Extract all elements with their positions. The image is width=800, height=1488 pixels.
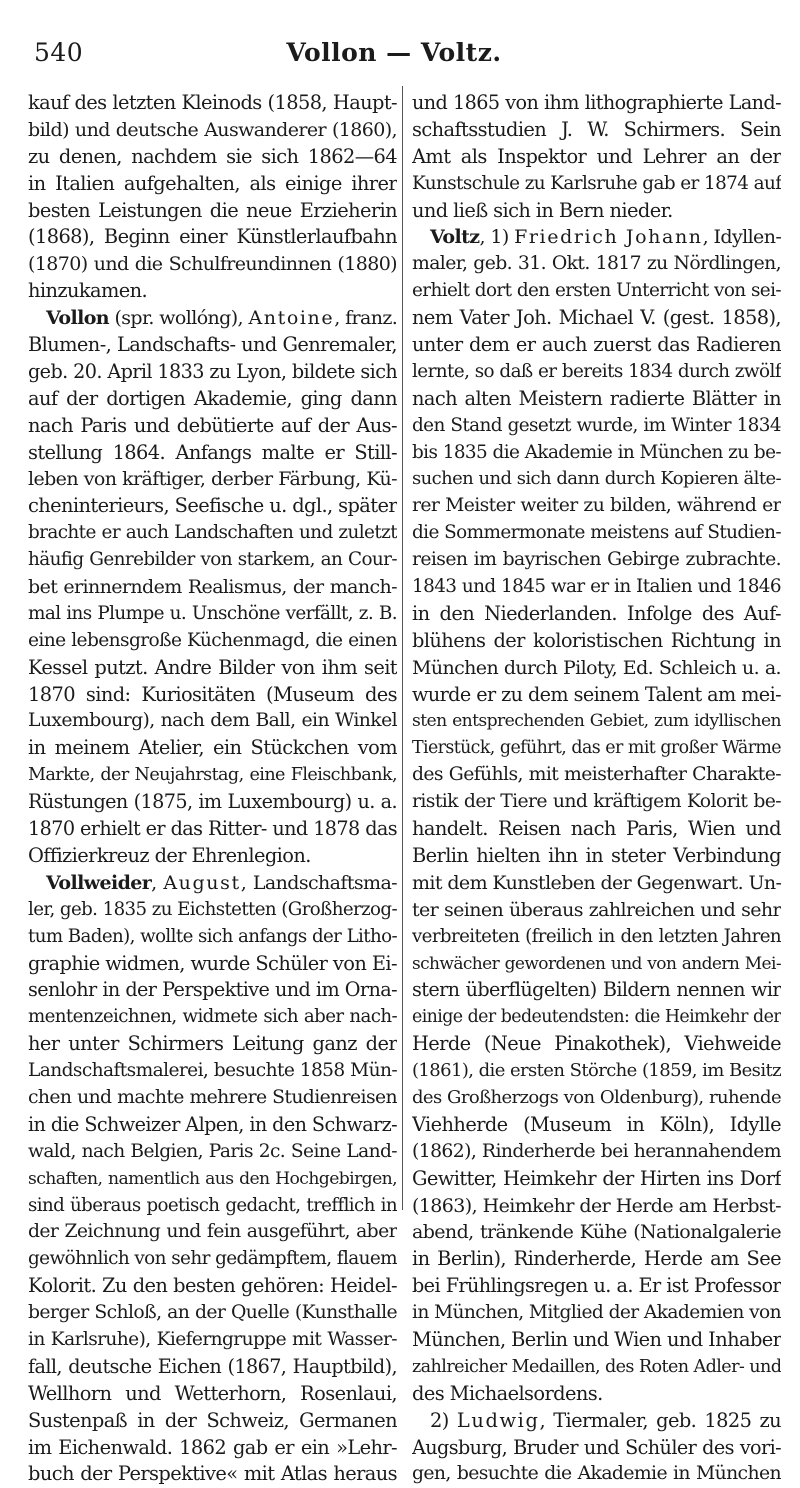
text-segment: 1870 erhielt er das Ritter- und 1878 das <box>28 817 397 841</box>
text-line <box>28 1219 397 1246</box>
text-line <box>412 1219 781 1246</box>
text-line <box>412 977 781 1004</box>
text-line <box>28 413 397 440</box>
text-line <box>28 951 397 978</box>
text-line <box>28 547 397 574</box>
text-line <box>28 1435 397 1462</box>
text-segment: kauf des letzten Kleinods (1858, Haupt- <box>28 91 397 114</box>
text-segment: chen und machte mehrere Studienreisen <box>28 1086 397 1108</box>
text-line <box>28 789 397 816</box>
text-line <box>28 1327 397 1354</box>
text-line <box>28 386 397 413</box>
text-segment: in Karlsruhe), Kieferngruppe mit Wasser- <box>28 1328 397 1350</box>
text-line <box>412 171 781 198</box>
text-segment: nach alten Meistern radierte Blätter in <box>412 386 781 410</box>
text-segment: auf der dortigen Akademie, ging dann <box>28 386 397 410</box>
text-line <box>28 1085 397 1112</box>
text-line <box>28 1273 397 1300</box>
text-line <box>28 117 397 144</box>
text-line <box>412 870 781 897</box>
text-segment: Rüstungen (1875, im Luxembourg) u. a. <box>28 790 397 814</box>
text-line <box>412 251 781 278</box>
text-line <box>412 1273 781 1300</box>
text-line <box>412 493 781 520</box>
text-segment: maler, geb. 31. Okt. 1817 zu Nördlingen, <box>412 253 781 275</box>
text-line <box>412 628 781 655</box>
text-line <box>412 1435 781 1462</box>
text-segment: rer Meister weiter zu bilden, während er <box>412 495 781 517</box>
text-line <box>28 1408 397 1435</box>
entry-headword: Voltz <box>430 226 480 249</box>
text-segment: ler, geb. 1835 zu Eichstetten (Großherzog- <box>28 898 397 920</box>
text-segment: stern überflügelten) Bildern nennen wir <box>412 978 781 1002</box>
text-line <box>28 90 397 117</box>
text-segment: ristik der Tiere und kräftigem Kolorit be- <box>412 791 781 813</box>
text-segment: (1868), Beginn einer Künstlerlaufbahn <box>28 225 397 249</box>
text-segment: einige der bedeutendsten: die Heimkehr der <box>412 1007 781 1028</box>
text-line <box>412 816 781 843</box>
text-line <box>412 1327 781 1354</box>
text-line <box>412 305 781 332</box>
text-segment: München durch Piloty, Ed. Schleich u. a. <box>412 656 781 679</box>
text-line <box>28 735 397 762</box>
text-segment: ter seinen überaus zahlreichen und sehr <box>412 898 781 921</box>
text-segment: nem Vater Joh. Michael V. (gest. 1858), <box>412 306 781 330</box>
text-segment: zu denen, nachdem sie sich 1862—64 <box>28 144 397 168</box>
text-line <box>412 924 781 951</box>
text-line <box>412 278 781 305</box>
text-line <box>412 90 781 117</box>
text-segment: , Tiermaler, geb. 1825 zu <box>539 1408 781 1432</box>
text-segment: , franz. <box>334 307 397 330</box>
text-line <box>412 386 781 413</box>
text-segment: und 1865 von ihm lithographierte Land- <box>412 91 781 114</box>
text-segment: hinzukamen. <box>28 279 148 303</box>
text-segment: im Eichenwald. 1862 gab er ein »Lehr- <box>28 1435 397 1459</box>
text-line <box>28 359 397 386</box>
text-segment: und ließ sich in Bern nieder. <box>412 198 673 222</box>
text-line <box>28 1300 397 1327</box>
text-line <box>412 1246 781 1273</box>
text-line <box>28 171 397 198</box>
text-segment: (1861), die ersten Störche (1859, im Besitz <box>412 1060 781 1082</box>
text-segment: wurde er zu dem seinem Talent am mei- <box>412 682 781 706</box>
spaced-name: August <box>163 871 241 894</box>
text-segment: des Großherzogs von Oldenburg), ruhende <box>412 1086 781 1108</box>
text-segment: eine lebensgroße Küchenmagd, die einen <box>28 629 397 651</box>
text-line <box>412 1166 781 1193</box>
text-segment: tum Baden), wollte sich anfangs der Litho- <box>28 925 397 947</box>
left-column <box>28 90 397 1488</box>
page-number: 540 <box>34 38 84 67</box>
column-divider <box>402 86 403 1210</box>
text-line <box>412 843 781 870</box>
text-line <box>28 332 397 359</box>
text-segment: sind überaus poetisch gedacht, trefflich in <box>28 1194 397 1216</box>
text-segment: , Idyllen- <box>702 226 781 249</box>
text-line <box>28 1139 397 1166</box>
text-segment: , <box>151 871 164 894</box>
text-segment: unter dem er auch zuerst das Radieren <box>412 333 781 357</box>
text-segment: Markte, der Neujahrstag, eine Fleischbank, <box>28 765 397 786</box>
text-line <box>28 278 397 305</box>
text-line <box>412 762 781 789</box>
text-segment: Kessel putzt. Andre Bilder von ihm seit <box>28 655 397 679</box>
text-line <box>412 708 781 735</box>
text-segment: (spr. wollóng), <box>109 307 249 330</box>
entry-headword: Vollweider <box>46 871 152 894</box>
text-line <box>28 440 397 467</box>
text-segment: in München, Mitglied der Akademien von <box>412 1302 781 1324</box>
text-segment: zahlreicher Medaillen, des Roten Adler- und <box>412 1356 781 1377</box>
text-segment: stellung 1864. Anfangs malte er Still- <box>28 440 397 464</box>
text-line <box>28 897 397 924</box>
text-segment: buch der Perspektive« mit Atlas heraus <box>28 1462 397 1486</box>
text-line <box>28 601 397 628</box>
text-segment: Offizierkreuz der Ehrenlegion. <box>28 843 311 867</box>
text-line <box>412 1408 781 1435</box>
page-header <box>28 38 760 78</box>
text-segment: mal ins Plumpe u. Unschöne verfällt, z. B. <box>28 602 397 624</box>
text-line <box>412 1354 781 1381</box>
text-segment: Landschaftsmalerei, besuchte 1858 Mün- <box>28 1060 397 1082</box>
right-column <box>412 90 781 1488</box>
text-segment: erhielt dort den ersten Unterricht von sei- <box>412 280 781 302</box>
text-line <box>412 144 781 171</box>
text-segment: wald, nach Belgien, Paris 2c. Seine Land- <box>28 1140 397 1162</box>
text-segment: gewöhnlich von sehr gedämpftem, flauem <box>28 1248 397 1270</box>
text-segment: mentenzeichnen, widmete sich aber nach- <box>28 1006 397 1028</box>
text-line <box>28 305 397 332</box>
text-segment: geb. 20. April 1833 zu Lyon, bildete sich <box>28 359 397 383</box>
text-segment: mit dem Kunstleben der Gegenwart. Un- <box>412 871 781 894</box>
text-line <box>412 1300 781 1327</box>
text-segment: in den Niederlanden. Infolge des Auf- <box>412 601 781 625</box>
text-segment: schaftsstudien J. W. Schirmers. Sein <box>412 117 781 141</box>
text-line <box>412 198 781 225</box>
text-line <box>412 1381 781 1408</box>
text-segment: leben von kräftiger, derber Färbung, Kü- <box>28 468 397 491</box>
text-line <box>412 520 781 547</box>
text-segment: bet erinnerndem Realismus, der manch- <box>28 576 397 599</box>
text-segment: in Berlin), Rinderherde, Herde am See <box>412 1247 781 1271</box>
text-line <box>28 1354 397 1381</box>
text-line <box>28 843 397 870</box>
text-segment: cheninterieurs, Seefische u. dgl., später <box>28 494 397 518</box>
text-segment: abend, tränkende Kühe (Nationalgalerie <box>412 1221 781 1244</box>
text-line <box>412 332 781 359</box>
text-line <box>412 601 781 628</box>
text-segment: 1843 und 1845 war er in Italien und 1846 <box>412 576 781 598</box>
text-segment: (1870) und die Schulfreundinnen (1880) <box>28 253 397 276</box>
text-line <box>412 735 781 762</box>
text-segment: Viehherde (Museum in Köln), Idylle <box>412 1112 781 1136</box>
text-line <box>412 1058 781 1085</box>
text-segment: Wellhorn und Wetterhorn, Rosenlaui, <box>28 1381 397 1405</box>
text-segment: fall, deutsche Eichen (1867, Hauptbild), <box>28 1354 397 1378</box>
text-line <box>412 1031 781 1058</box>
text-line <box>412 1193 781 1220</box>
text-line <box>28 762 397 789</box>
text-line <box>412 1139 781 1166</box>
text-segment: gen, besuchte die Akademie in München <box>412 1463 781 1485</box>
text-segment: Kolorit. Zu den besten gehören: Heidel- <box>28 1274 397 1298</box>
text-line <box>28 1381 397 1408</box>
text-segment: Sustenpaß in der Schweiz, Germanen <box>28 1408 397 1432</box>
text-segment: Amt als Inspektor und Lehrer an der <box>412 144 781 168</box>
text-segment: handelt. Reisen nach Paris, Wien und <box>412 817 781 841</box>
text-segment: der Zeichnung und fein ausgeführt, aber <box>28 1221 397 1243</box>
text-line <box>412 413 781 440</box>
entry-headword: Vollon <box>46 307 109 330</box>
text-segment: des Michaelsordens. <box>412 1381 603 1405</box>
text-line <box>28 520 397 547</box>
spaced-name: Ludwig <box>456 1408 540 1432</box>
text-line <box>412 574 781 601</box>
text-segment: besten Leistungen die neue Erzieherin <box>28 198 397 222</box>
text-segment: Augsburg, Bruder und Schüler des vori- <box>412 1435 781 1459</box>
text-segment: verbreiteten (freilich in den letzten Jahren <box>412 925 781 947</box>
text-line <box>28 1166 397 1193</box>
text-segment: , 1) <box>479 226 515 249</box>
text-segment: berger Schloß, an der Quelle (Kunsthalle <box>28 1302 397 1324</box>
spaced-name: Friedrich Johann <box>514 226 703 249</box>
text-segment: 1870 sind: Kuriositäten (Museum des <box>28 682 397 706</box>
text-line <box>412 224 781 251</box>
text-segment: her unter Schirmers Leitung ganz der <box>28 1032 397 1056</box>
text-line <box>28 466 397 493</box>
text-segment: Blumen-, Landschafts- und Genremaler, <box>28 333 397 357</box>
text-line <box>28 816 397 843</box>
text-line <box>28 682 397 709</box>
text-segment: des Gefühls, mit meisterhafter Charakte- <box>412 764 781 786</box>
text-segment: , Landschaftsma- <box>240 871 397 894</box>
text-line <box>412 547 781 574</box>
text-segment: (1863), Heimkehr der Herde am Herbst- <box>412 1194 781 1217</box>
text-segment: nach Paris und debütierte auf der Aus- <box>28 413 397 437</box>
text-segment: Kunstschule zu Karlsruhe gab er 1874 auf <box>412 172 781 194</box>
text-line <box>412 117 781 144</box>
text-segment: schwächer gewordenen und von andern Mei- <box>412 953 781 974</box>
text-line <box>28 1004 397 1031</box>
text-segment: Berlin hielten ihn in steter Verbindung <box>412 843 781 867</box>
text-line <box>28 870 397 897</box>
text-line <box>28 1058 397 1085</box>
text-line <box>28 977 397 1004</box>
text-segment: Tierstück, geführt, das er mit großer Wärme <box>412 738 781 759</box>
text-segment: die Sommermonate meistens auf Studien- <box>412 522 781 544</box>
text-segment: München, Berlin und Wien und Inhaber <box>412 1327 781 1351</box>
text-segment: 2) <box>430 1408 457 1432</box>
text-segment: den Stand gesetzt wurde, im Winter 1834 <box>412 414 781 436</box>
text-line <box>28 493 397 520</box>
text-segment: bild) und deutsche Auswanderer (1860), <box>28 118 397 141</box>
text-segment: reisen im bayrischen Gebirge zubrachte. <box>412 549 781 571</box>
text-segment: häufig Genrebilder von starkem, an Cour- <box>28 549 397 571</box>
text-segment: suchen und sich dann durch Kopieren älte- <box>412 468 781 490</box>
text-line <box>28 251 397 278</box>
text-segment: Herde (Neue Pinakothek), Viehweide <box>412 1032 781 1056</box>
text-segment: sten entsprechenden Gebiet, zum idyllischen <box>412 711 781 732</box>
text-segment: in die Schweizer Alpen, in den Schwarz- <box>28 1112 397 1136</box>
text-line <box>28 1461 397 1488</box>
text-line <box>28 655 397 682</box>
text-segment: Gewitter, Heimkehr der Hirten ins Dorf <box>412 1166 781 1190</box>
text-segment: in Italien aufgehalten, als einige ihrer <box>28 171 397 195</box>
text-line <box>28 574 397 601</box>
text-line <box>412 1112 781 1139</box>
text-segment: senlohr in der Perspektive und im Orna- <box>28 978 397 1002</box>
text-segment: schaften, namentlich aus den Hochgebirgen, <box>28 1168 397 1189</box>
text-line <box>412 466 781 493</box>
text-segment: Luxembourg), nach dem Ball, ein Winkel <box>28 710 397 732</box>
text-line <box>28 224 397 251</box>
text-segment: brachte er auch Landschaften und zuletzt <box>28 522 397 544</box>
text-line <box>412 789 781 816</box>
text-segment: (1862), Rinderherde bei herannahendem <box>412 1140 781 1162</box>
text-segment: in meinem Atelier, ein Stückchen vom <box>28 736 397 760</box>
spaced-name: Antoine <box>248 307 335 330</box>
text-line <box>412 1004 781 1031</box>
text-line <box>412 1085 781 1112</box>
text-line <box>412 655 781 682</box>
text-segment: blühens der koloristischen Richtung in <box>412 628 781 652</box>
text-segment: bei Frühlingsregen u. a. Er ist Professor <box>412 1274 781 1298</box>
text-segment: lernte, so daß er bereits 1834 durch zwölf <box>412 360 781 382</box>
text-segment: graphie widmen, wurde Schüler von Ei- <box>28 951 397 975</box>
text-segment: bis 1835 die Akademie in München zu be- <box>412 441 781 463</box>
text-line <box>28 144 397 171</box>
text-line <box>28 1193 397 1220</box>
text-line <box>28 708 397 735</box>
text-line <box>28 628 397 655</box>
text-line <box>412 440 781 467</box>
text-line <box>28 1246 397 1273</box>
text-line <box>412 897 781 924</box>
running-head: Vollon — Voltz. <box>286 38 502 67</box>
text-line <box>412 1461 781 1488</box>
text-line <box>412 682 781 709</box>
text-line <box>412 359 781 386</box>
text-line <box>412 951 781 978</box>
text-line <box>28 924 397 951</box>
text-line <box>28 1112 397 1139</box>
text-line <box>28 1031 397 1058</box>
text-line <box>28 198 397 225</box>
